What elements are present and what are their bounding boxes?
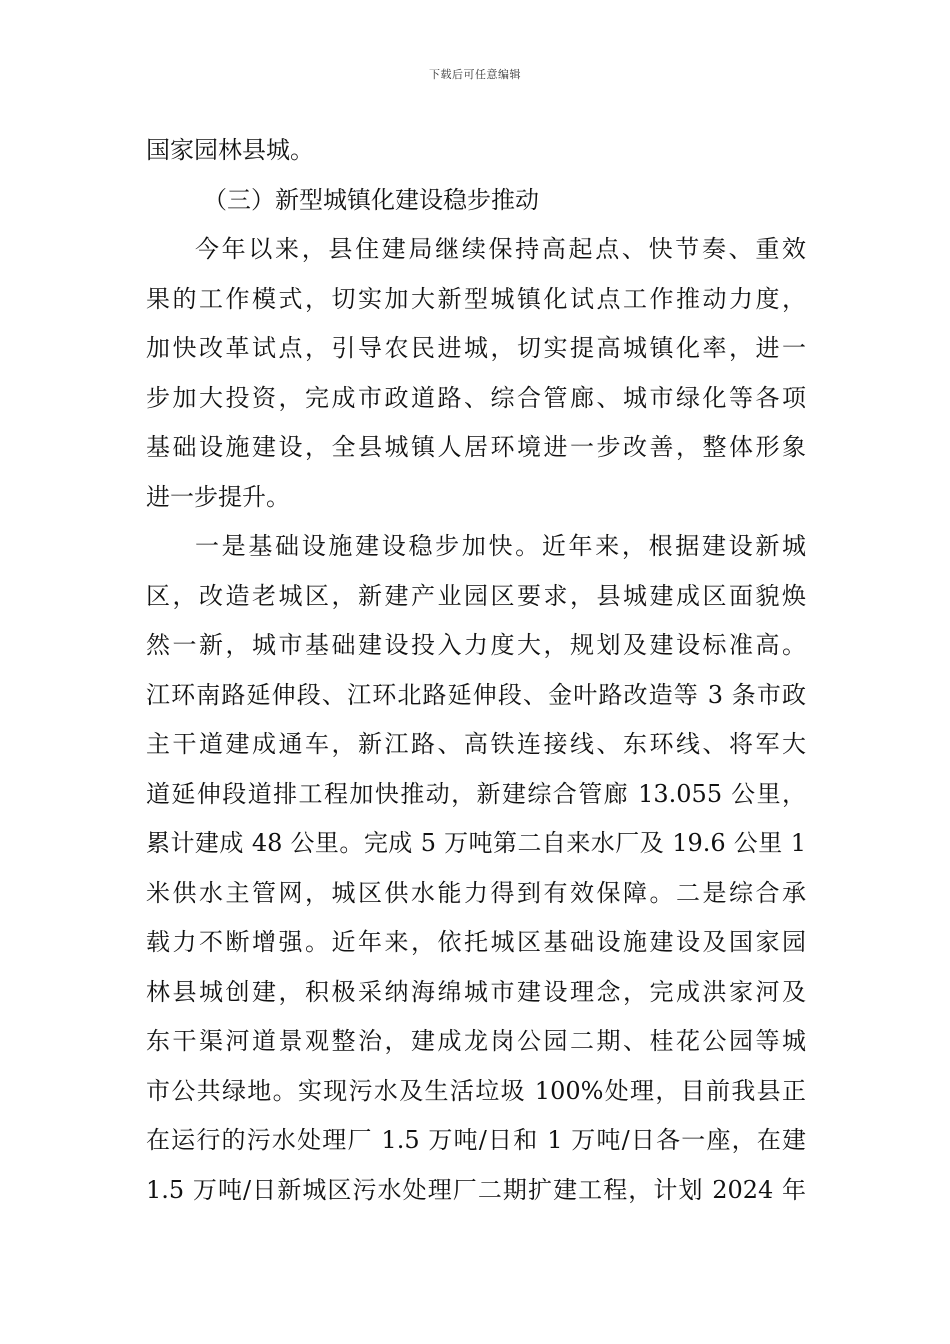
paragraph-line: 林县城创建，积极采纳海绵城市建设理念，完成洪家河及	[146, 977, 806, 1006]
paragraph-line: 区，改造老城区，新建产业园区要求，县城建成区面貌焕	[146, 581, 806, 610]
paragraph-line: 一是基础设施建设稳步加快。近年来，根据建设新城	[195, 532, 806, 560]
paragraph-line: 然一新，城市基础建设投入力度大，规划及建设标准高。	[146, 631, 806, 659]
paragraph-line: 米供水主管网，城区供水能力得到有效保障。二是综合承	[146, 878, 806, 907]
paragraph-line: 1.5 万吨/日新城区污水处理厂二期扩建工程，计划 2024 年	[146, 1175, 806, 1204]
paragraph-line: 加快改革试点，引导农民进城，切实提高城镇化率，进一	[146, 334, 806, 362]
paragraph-line: 在运行的污水处理厂 1.5 万吨/日和 1 万吨/日各一座，在建	[146, 1126, 806, 1154]
paragraph-line: 今年以来，县住建局继续保持高起点、快节奏、重效	[195, 235, 806, 263]
paragraph-line: 累计建成 48 公里。完成 5 万吨第二自来水厂及 19.6 公里 1	[146, 829, 806, 857]
paragraph-line: 基础设施建设，全县城镇人居环境进一步改善，整体形象	[146, 433, 806, 461]
paragraph-line: 载力不断增强。近年来，依托城区基础设施建设及国家园	[146, 928, 806, 956]
paragraph-line: 进一步提升。	[146, 482, 290, 511]
paragraph-line: 市公共绿地。实现污水及生活垃圾 100%处理，目前我县正	[146, 1076, 806, 1105]
paragraph-line: 道延伸段道排工程加快推动，新建综合管廊 13.055 公里，	[146, 779, 806, 808]
document-body	[146, 126, 806, 1215]
paragraph-line: 步加大投资，完成市政道路、综合管廊、城市绿化等各项	[146, 383, 806, 412]
section-heading: （三）新型城镇化建设稳步推动	[203, 185, 539, 214]
paragraph-line: 果的工作模式，切实加大新型城镇化试点工作推动力度，	[146, 284, 806, 313]
paragraph-line: 江环南路延伸段、江环北路延伸段、金叶路改造等 3 条市政	[146, 680, 806, 709]
header-note: 下载后可任意编辑	[429, 68, 521, 81]
paragraph-line: 主干道建成通车，新江路、高铁连接线、东环线、将军大	[146, 730, 806, 758]
paragraph-line: 国家园林县城。	[146, 136, 314, 164]
paragraph-line: 东干渠河道景观整治，建成龙岗公园二期、桂花公园等城	[146, 1027, 806, 1055]
